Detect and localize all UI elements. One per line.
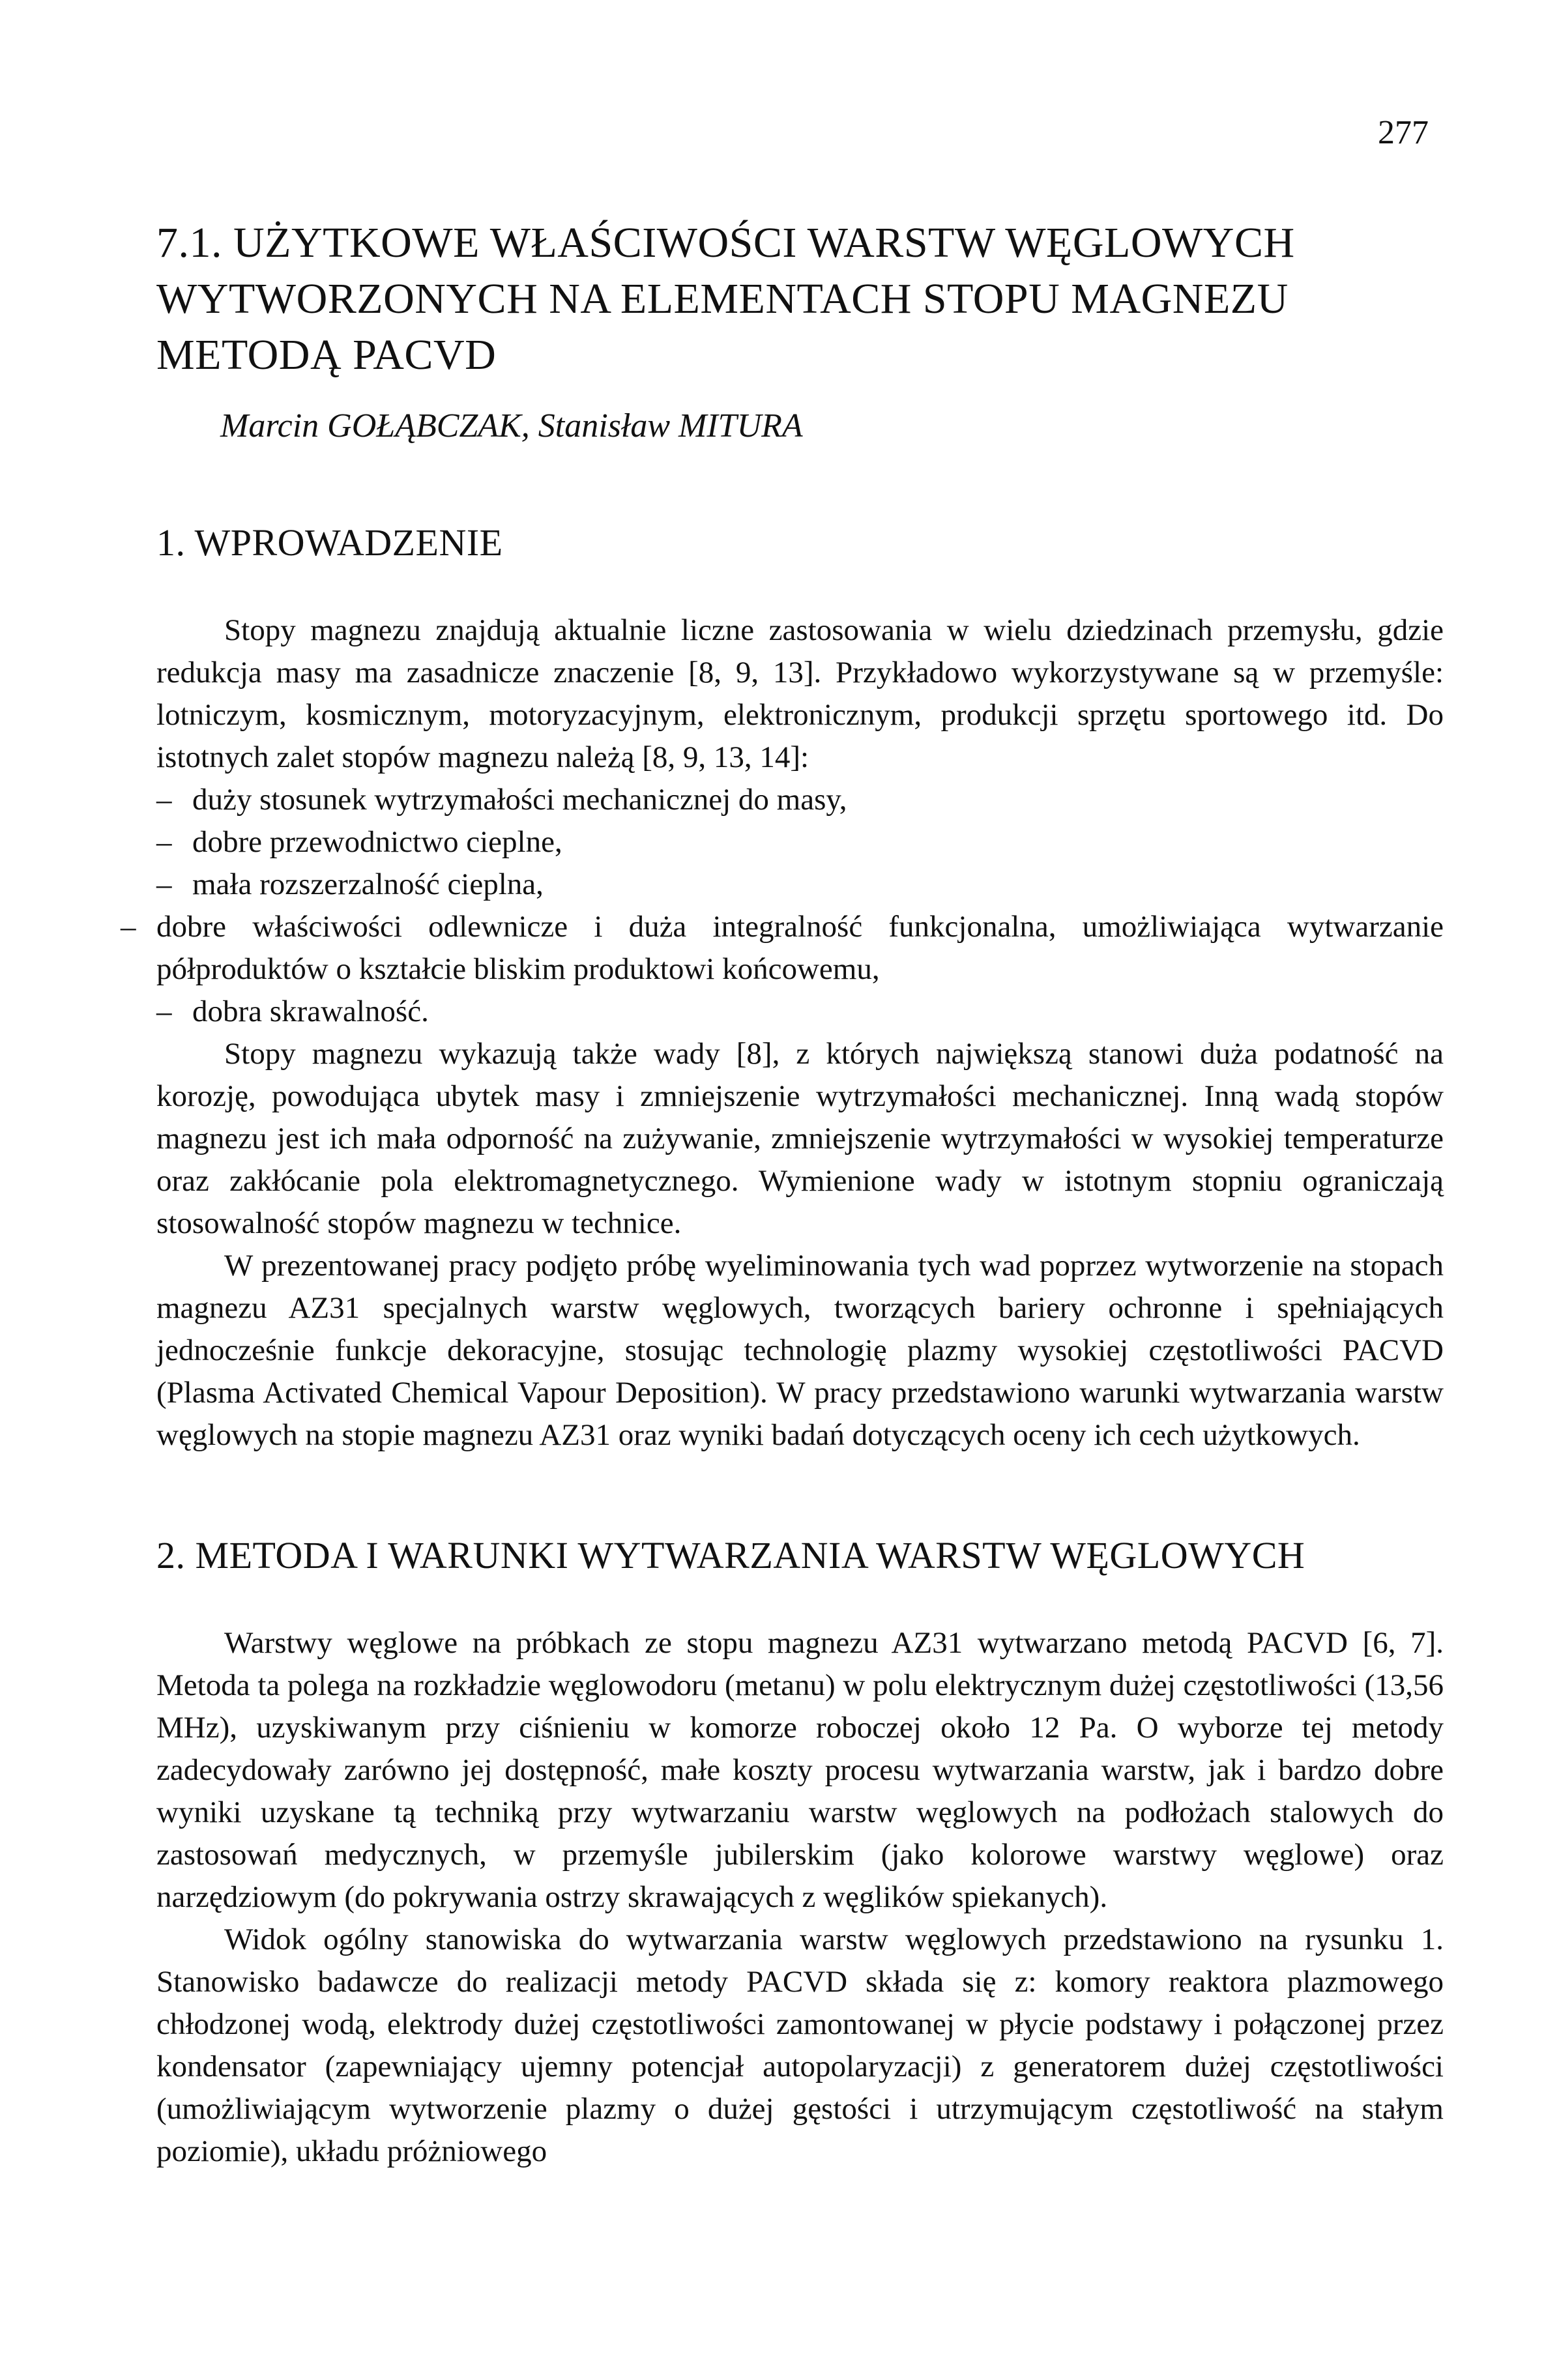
chapter-title-line: METODĄ PACVD bbox=[156, 331, 497, 379]
list-item: – dobra skrawalność. bbox=[156, 991, 1444, 1033]
section-heading-introduction: 1. WPROWADZENIE bbox=[156, 521, 503, 564]
chapter-title-line: WYTWORZONYCH NA ELEMENTACH STOPU MAGNEZU bbox=[156, 275, 1289, 323]
dash-bullet: – bbox=[121, 910, 136, 944]
list-item: – dobre właściwości odlewnicze i duża integralność funkcjonalna, umożliwiająca wytwarzanie półproduktów o kształcie bliskim produktowi końcowemu, bbox=[156, 906, 1444, 991]
list-item: – mała rozszerzalność cieplna, bbox=[156, 863, 1444, 906]
dash-bullet: – bbox=[156, 867, 172, 901]
authors: Marcin GOŁĄBCZAK, Stanisław MITURA bbox=[220, 407, 803, 444]
paragraph: W prezentowanej pracy podjęto próbę wyeliminowania tych wad poprzez wytworzenie na stopach magnezu AZ31 specjalnych warstw węglowych, tworzących bariery ochronne i spełniających jednocześnie funkcje dekoracyjne, stosując technologię plazmy wysokiej częstotliwości PACVD (Plasma Activated Chemical Vapour Deposition). W pracy przedstawiono warunki wytwarzania warstw węglowych na stopie magnezu AZ31 oraz wyniki badań dotyczących oceny ich cech użytkowych. bbox=[156, 1249, 1444, 1452]
paragraph: Widok ogólny stanowiska do wytwarzania warstw węglowych przedstawiono na rysunku 1. Stanowisko badawcze do realizacji metody PACVD składa się z: komory reaktora plazmowego chłodzonej wodą, elektrody dużej częstotliwości zamontowanej w płycie podstawy i połączonej przez kondensator (zapewniający ujemny potencjał autopolaryzacji) z generatorem dużej częstotliwości (umożliwiającym wytworzenie plazmy o dużej gęstości i utrzymującym częstotliwość na stałym poziomie), układu próżniowego bbox=[156, 1923, 1444, 2168]
dash-bullet: – bbox=[156, 825, 172, 859]
section-heading-method: 2. METODA I WARUNKI WYTWARZANIA WARSTW WĘGLOWYCH bbox=[156, 1534, 1305, 1576]
paragraph: Stopy magnezu wykazują także wady [8], z których największą stanowi duża podatność na korozję, powodująca ubytek masy i zmniejszenie wytrzymałości mechanicznej. Inną wadą stopów magnezu jest ich mała odporność na zużywanie, zmniejszenie wytrzymałości w wysokiej temperaturze oraz zakłócanie pola elektromagnetycznego. Wymienione wady w istotnym stopniu ograniczają stosowalność stopów magnezu w technice. bbox=[156, 1037, 1444, 1240]
dash-bullet: – bbox=[156, 994, 172, 1028]
page-number: 277 bbox=[1378, 114, 1429, 151]
section-body-introduction bbox=[121, 609, 1444, 1457]
chapter-title-line: 7.1. UŻYTKOWE WŁAŚCIWOŚCI WARSTW WĘGLOWYCH bbox=[156, 219, 1295, 267]
paragraph: Stopy magnezu znajdują aktualnie liczne zastosowania w wielu dziedzinach przemysłu, gdzie redukcja masy ma zasadnicze znaczenie [8, 9, 13]. Przykładowo wykorzystywane są w przemyśle: lotniczym, kosmicznym, motoryzacyjnym, elektronicznym, produkcji sprzętu sportowego itd. Do istotnych zalet stopów magnezu należą [8, 9, 13, 14]: bbox=[156, 613, 1444, 774]
section-body-method bbox=[156, 1622, 1444, 2173]
advantages-list bbox=[121, 779, 1444, 1033]
list-item: – duży stosunek wytrzymałości mechanicznej do masy, bbox=[156, 779, 1444, 821]
chapter-title bbox=[156, 215, 1447, 383]
paragraph: Warstwy węglowe na próbkach ze stopu magnezu AZ31 wytwarzano metodą PACVD [6, 7]. Metoda ta polega na rozkładzie węglowodoru (metanu) w polu elektrycznym dużej częstotliwości (13,56 MHz), uzyskiwanym przy ciśnieniu w komorze roboczej około 12 Pa. O wyborze tej metody zadecydowały zarówno jej dostępność, małe koszty procesu wytwarzania warstw, jak i bardzo dobre wyniki uzyskane tą techniką przy wytwarzaniu warstw węglowych na podłożach stalowych do zastosowań medycznych, w przemyśle jubilerskim (jako kolorowe warstwy węglowe) oraz narzędziowym (do pokrywania ostrzy skrawających z węglików spiekanych). bbox=[156, 1626, 1444, 1914]
list-item: – dobre przewodnictwo cieplne, bbox=[156, 821, 1444, 863]
dash-bullet: – bbox=[156, 783, 172, 817]
